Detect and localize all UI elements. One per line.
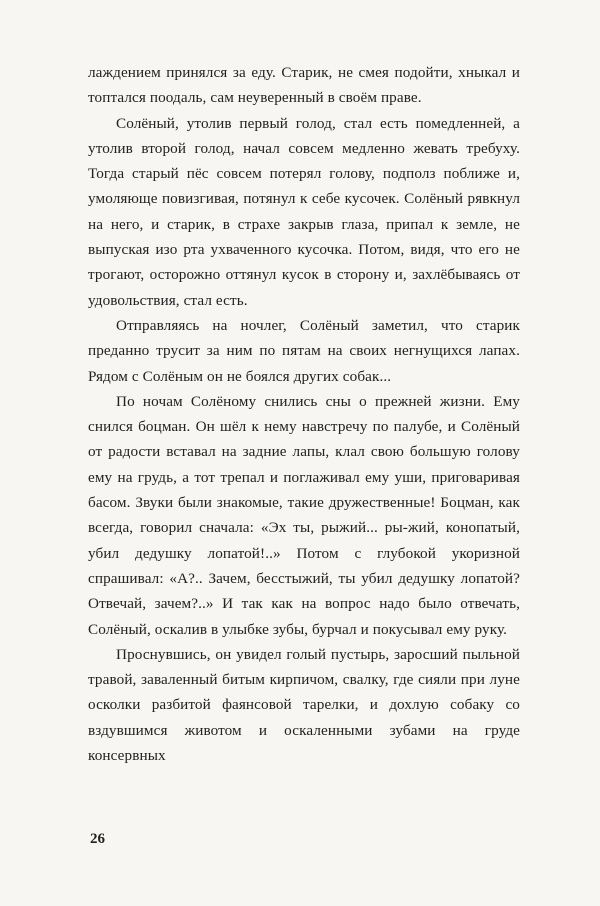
body-text [88,60,520,768]
paragraph: Проснувшись, он увидел голый пустырь, заросший пыльной травой, заваленный битым кирпичом, свалку, где сияли при луне осколки разбитой фаянсовой тарелки, и дохлую собаку со вздувшимся животом и оскаленными зубами на груде консервных [88,645,520,765]
paragraph: Отправляясь на ночлег, Солёный заметил, что старик преданно трусит за ним по пятам на своих негнущихся лапах. Рядом с Солёным он не боялся других собак... [88,316,520,385]
page-number: 26 [90,831,105,847]
paragraph: лаждением принялся за еду. Старик, не смея подойти, хныкал и топтался поодаль, сам неуверенный в своём праве. [88,64,520,107]
paragraph: По ночам Солёному снились сны о прежней жизни. Ему снился боцман. Он шёл к нему навстречу по палубе, и Солёный от радости вставал на задние лапы, клал свою большую голову ему на грудь, а тот трепал и поглаживал ему уши, приговаривая басом. Звуки были знакомые, такие дружественные! Боцман, как всегда, говорил сначала: «Эх ты, рыжий... ры-жий, конопатый, убил дедушку лопатой!..» Потом с глубокой укоризной спрашивал: «А?.. Зачем, бесстыжий, ты убил дедушку лопатой? Отвечай, зачем?..» И так как на вопрос надо было отвечать, Солёный, оскалив в улыбке зубы, бурчал и покусывал ему руку. [88,392,520,638]
paragraph: Солёный, утолив первый голод, стал есть помедленней, а утолив второй голод, начал совсем медленно жевать требуху. Тогда старый пёс совсем потерял голову, подполз поближе и, умоляюще повизгивая, потянул к себе кусочек. Солёный рявкнул на него, и старик, в страхе закрыв глаза, припал к земле, не выпуская изо рта ухваченного кусочка. Потом, видя, что его не трогают, осторожно оттянул кусок в сторону и, захлёбываясь от удовольствия, стал есть. [88,114,520,309]
